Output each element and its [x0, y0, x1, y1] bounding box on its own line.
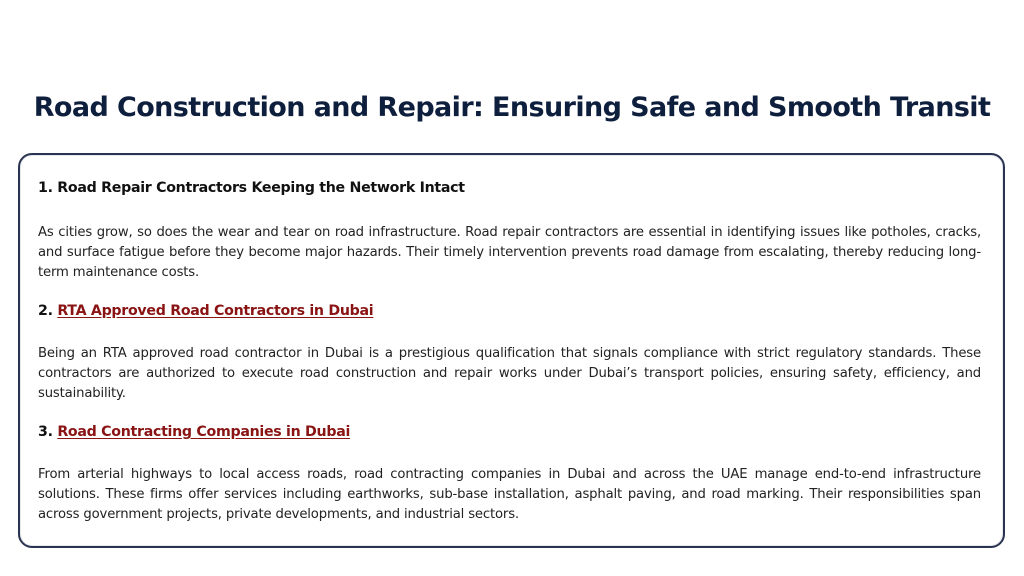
- section-heading-2: [38, 303, 373, 319]
- road-contracting-companies-link[interactable]: Road Contracting Companies in Dubai: [57, 424, 351, 440]
- rta-approved-contractors-link[interactable]: RTA Approved Road Contractors in Dubai: [57, 303, 374, 319]
- section-body-3: From arterial highways to local access roads, road contracting companies in Dubai and across the UAE manage end-to-end infrastructure solutions. These firms offer services including earthworks, sub-base installation, asphalt paving, and road marking. Their responsibilities span across government projects, private developments, and industrial sectors.: [38, 467, 981, 522]
- section-heading-1: 1. Road Repair Contractors Keeping the Network Intact: [38, 180, 465, 196]
- section-number-3: 3.: [38, 424, 53, 440]
- section-body-1: As cities grow, so does the wear and tear on road infrastructure. Road repair contractors are essential in identifying issues like potholes, cracks, and surface fatigue before they become major hazards. Their timely intervention prevents road damage from escalating, thereby reducing long-term maintenance costs.: [38, 225, 981, 280]
- page-title: Road Construction and Repair: Ensuring Safe and Smooth Transit: [33, 92, 991, 123]
- section-body-2: Being an RTA approved road contractor in Dubai is a prestigious qualification that signals compliance with strict regulatory standards. These contractors are authorized to execute road construction and repair works under Dubai’s transport policies, ensuring safety, efficiency, and sustainability.: [38, 346, 981, 401]
- section-heading-3: [38, 424, 350, 440]
- section-number-2: 2.: [38, 303, 53, 319]
